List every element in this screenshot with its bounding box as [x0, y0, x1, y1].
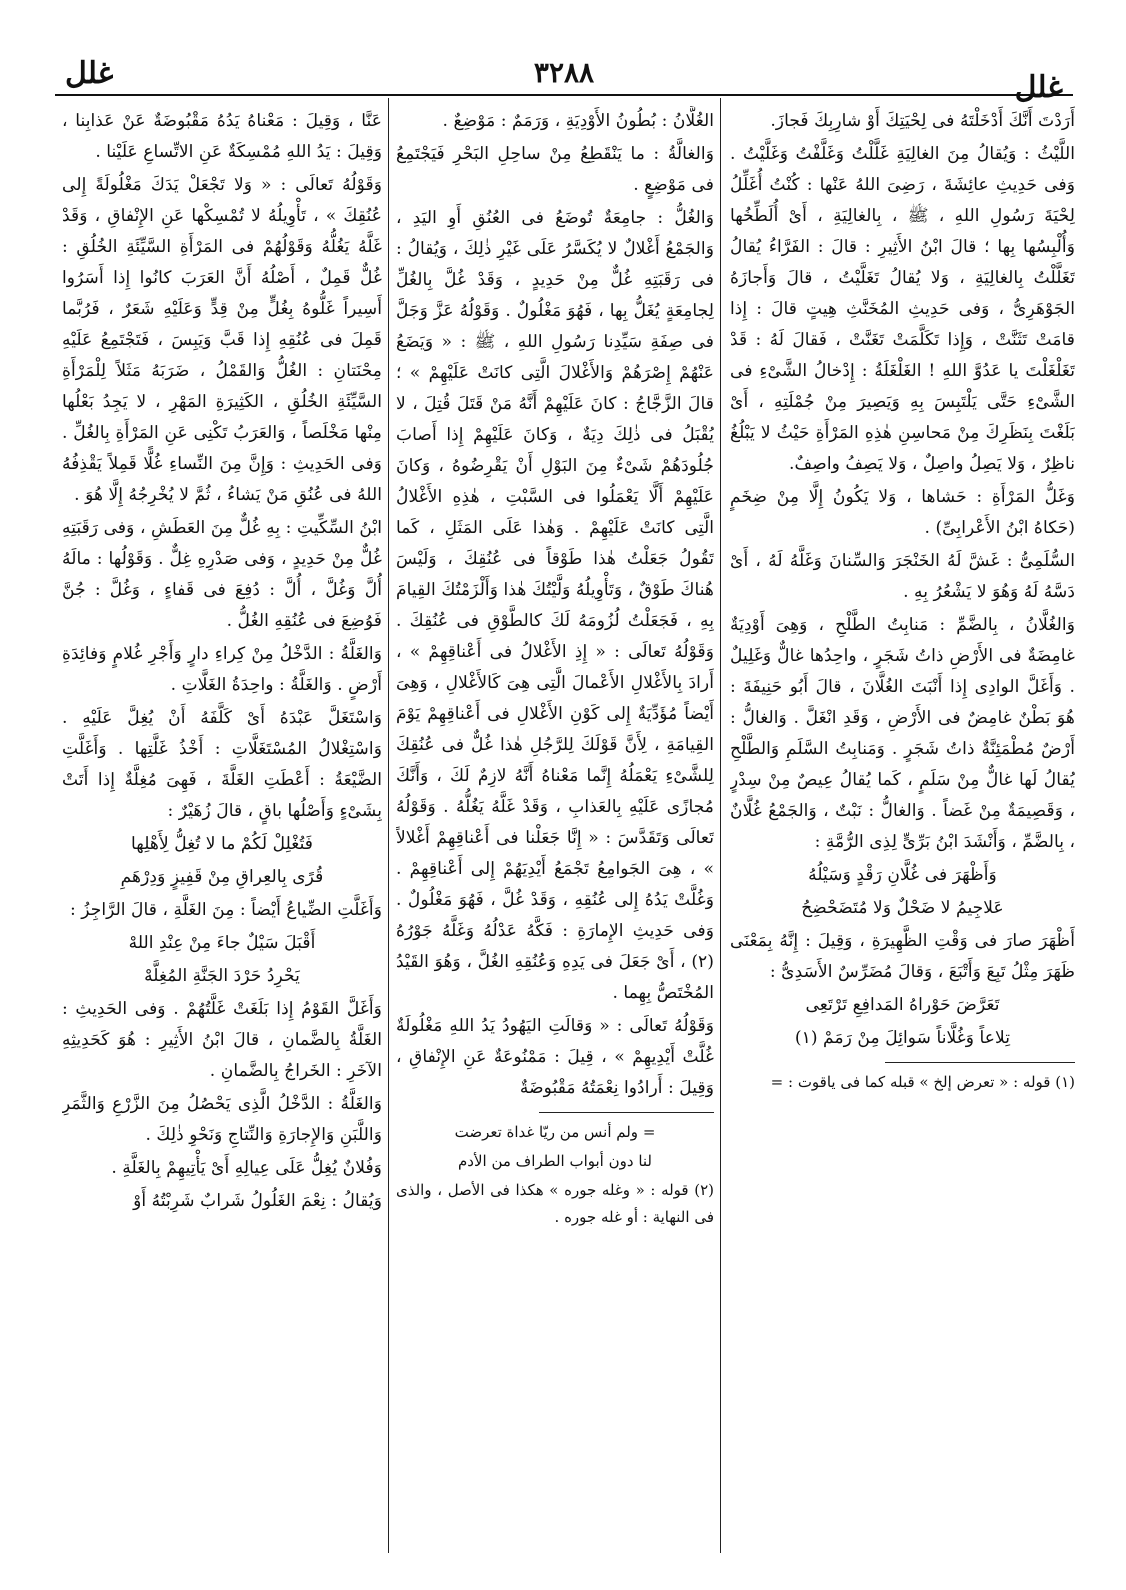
- paragraph: وَالغُلُّ : جامِعَةٌ تُوضَعُ فى العُنُقِ أَوِ اليَدِ ، وَالجَمْعُ أَغْلالٌ لا يُكَسَّرُ عَلَى غَيْرِ ذٰلِكَ ، وَيُقالُ : فى رَقَبَتِهِ غُلٌّ مِنْ حَدِيدٍ ، وَقَدْ غُلَّ بِالغُلِّ لِجامِعَةٍ يُغَلُّ بِها ، فَهُوَ مَغْلُولٌ . وَقَوْلُهُ عَزَّ وَجَلَّ فى صِفَةِ سَيِّدِنا رَسُولِ اللهِ ، ﷺ : « وَيَضَعُ عَنْهُمْ إِصْرَهُمْ وَالأَغْلالَ الَّتِى كانَتْ عَلَيْهِمْ » ؛ قالَ الزَّجَّاجُ : كانَ عَلَيْهِمْ أَنَّهُ مَنْ قَتَلَ قُتِلَ ، لا يُقْبَلُ فى ذٰلِكَ دِيَةٌ ، وَكانَ عَلَيْهِمْ إِذا أَصابَ جُلُودَهُمْ شَىْءٌ مِنَ البَوْلِ أَنْ يَقْرِضُوهُ ، وَكانَ عَلَيْهِمْ أَلَّا يَعْمَلُوا فى السَّبْتِ ، هٰذِهِ الأَغْلالُ الَّتِى كانَتْ عَلَيْهِمْ . وَهٰذا عَلَى المَثَلِ ، كَما تَقُولُ جَعَلْتُ هٰذا طَوْقاً فى عُنُقِكَ ، وَلَيْسَ هُناكَ طَوْقٌ ، وَتَأْوِيلُهُ وَلَّيْتُكَ هٰذا وَأَلْزَمْتُكَ القِيامَ بِهِ ، فَجَعَلْتُ لُزُومَهُ لَكَ كالطَّوْقِ فى عُنُقِكَ . وَقَوْلُهُ تَعالَى : « إِذِ الأَغْلالُ فى أَعْناقِهِمْ » ، أَرادَ بِالأَغْلالِ الأَعْمالَ الَّتِى هِىَ كَالأَغْلالِ ، وَهِىَ أَيْضاً مُؤَدِّيَةٌ إِلى كَوْنِ الأَغْلالِ فى أَعْناقِهِمْ يَوْمَ القِيامَةِ ، لِأَنَّ قَوْلَكَ لِلرَّجُلِ هٰذا غُلٌّ فى عُنُقِكَ لِلشَّىْءِ يَعْمَلُهُ إِنَّما مَعْناهُ أَنَّهُ لازِمٌ لَكَ ، وَأَنَّكَ مُجازًى عَلَيْهِ بِالعَذابِ ، وَقَدْ غَلَّهُ يَغُلُّهُ . وَقَوْلُهُ تَعالَى وَتَقَدَّسَ : « إِنَّا جَعَلْنا فى أَعْناقِهِمْ أَغْلالاً » ، هِىَ الجَوامِعُ تَجْمَعُ أَيْدِيَهُمْ إِلى أَعْناقِهِمْ . وَغُلَّتْ يَدُهُ إِلى عُنُقِهِ ، وَقَدْ غُلَّ ، فَهُوَ مَغْلُولٌ . وَفى حَدِيثِ الإِمارَةِ : فَكَّهُ عَدْلُهُ وَغَلَّهُ جَوْرُهُ (٢) ، أَىْ جَعَلَ فى يَدِهِ وَعُنُقِهِ الغُلَّ ، وَهُوَ القَيْدُ المُخْتَصُّ بِهِما .: [396, 208, 714, 1003]
- paragraph: ابْنُ السِّكِّيتِ : بِهِ غُلٌّ مِنَ العَطَشِ ، وَفى رَقَبَتِهِ غُلٌّ مِنْ حَدِيدٍ ، وَفى صَدْرِهِ غِلٌّ . وَقَوْلُها : مالَهُ أُلَّ وَغُلَّ ، أُلَّ : دُفِعَ فى قَفاءٍ ، وَغُلَّ : جُنَّ فَوُضِعَ فى عُنُقِهِ الغُلُّ .: [62, 518, 382, 631]
- column-divider-left: [388, 98, 389, 1553]
- verse-line: تَعَرَّضَ حَوْراهُ المَدافِعِ تَرْتَعِى: [805, 995, 1000, 1015]
- paragraph: الغُلَّانُ : بُطُونُ الأَوْدِيَةِ ، وَرَمَمٌ : مَوْضِعٌ .: [442, 111, 714, 131]
- footnote-verse-line: = ولم أنس من ريّا غداة تعرضت: [454, 1123, 656, 1141]
- paragraph: وَأَغَلَّ القَوْمُ إِذا بَلَغَتْ غَلَّتُهُمْ . وَفى الحَدِيثِ : الغَلَّةُ بِالضَّمانِ ، قالَ ابْنُ الأَثِيرِ : هُوَ كَحَدِيثِهِ الآخَرِ : الخَراجُ بِالضَّمانِ .: [62, 999, 382, 1081]
- column-divider-right: [720, 98, 721, 1553]
- paragraph: وَالغَلَّةُ : الدَّخْلُ الَّذِى يَحْصُلُ مِنَ الزَّرْعِ وَالثَّمَرِ وَاللَّبَنِ وَالإِجارَةِ وَالنِّتاجِ وَنَحْوِ ذٰلِكَ .: [62, 1094, 382, 1145]
- verse-line: يَحْرِدُ حَرْدَ الجَنَّةِ المُغِلَّهْ: [144, 966, 300, 986]
- footnote-separator: [539, 1112, 714, 1113]
- column-left: [62, 106, 382, 1546]
- footnote: (١) قوله : « تعرض إلخ » قبله كما فى ياقوت : =: [770, 1073, 1075, 1091]
- paragraph: وَيُقالُ : نِعْمَ الغَلُولُ شَرابٌ شَرِبْتُهُ أَوْ: [133, 1191, 382, 1211]
- verse-line: فَتُغْلِلْ لَكُمْ ما لا تُغِلُّ لِأَهْلِها: [131, 834, 313, 854]
- header-entry-word-right: غلل: [1014, 70, 1063, 105]
- paragraph: وَاسْتَغَلَّ عَبْدَهُ أَىْ كَلَّفَهُ أَنْ يُغِلَّ عَلَيْهِ . وَاسْتِغْلالُ المُسْتَغَلَّاتِ : أَخْذُ غَلَّتِها . وَأَغَلَّتِ الضَّيْعَةُ : أَعْطَتِ الغَلَّةَ ، فَهِىَ مُغِلَّةٌ إِذا أَتَتْ بِشَىْءٍ وَأَصْلُها باقٍ ، قالَ زُهَيْرٌ :: [62, 708, 382, 821]
- footnote-verse-line: لنا دون أبواب الطراف من الأدم: [457, 1152, 652, 1170]
- paragraph: وَالغُلَّانُ ، بِالضَّمِّ : مَنابِتُ الطَّلْحِ ، وَهِىَ أَوْدِيَةٌ غامِضَةٌ فى الأَرْضِ ذاتُ شَجَرٍ ، واحِدُها غالٌّ وَغَلِيلٌ . وَأَغَلَّ الوادِى إِذا أَنْبَتَ الغُلَّانَ ، قالَ أَبُو حَنِيفَةَ : هُوَ بَطْنٌ غامِضٌ فى الأَرْضِ ، وَقَدِ انْغَلَّ . وَالغالُّ : أَرْضٌ مُطْمَئِنَّةٌ ذاتُ شَجَرٍ . وَمَنابِتُ السَّلَمِ وَالطَّلْحِ يُقالُ لَها غالٌّ مِنْ سَلَمٍ ، كَما يُقالُ عِيصٌ مِنْ سِدْرٍ ، وَقَصِيمَةٌ مِنْ غَضاً . وَالغالُّ : نَبْتٌ ، وَالجَمْعُ غُلَّانٌ ، بِالضَّمِّ ، وَأَنْشَدَ ابْنُ بَرِّىٍّ لِذِى الرُّمَّةِ :: [730, 615, 1075, 852]
- paragraph: وَغَلُّ المَرْأَةِ : حَشاها ، وَلا يَكُونُ إِلَّا مِنْ ضِخَمٍ (حَكاهُ ابْنُ الأَعْرابِىِّ) .: [730, 487, 1075, 538]
- verse-line: وَأَظْهَرَ فى غُلَّانِ رَقْدٍ وَسَيْلُهُ: [808, 865, 997, 885]
- paragraph: وَأَغَلَّتِ الضِّياعُ أَيْضاً : مِنَ الغَلَّةِ ، قالَ الرَّاجِزُ :: [69, 900, 382, 920]
- verse-line: أَقْبَلَ سَيْلٌ جاءَ مِنْ عِنْدِ اللهْ: [128, 933, 316, 953]
- paragraph: السُّلَمِىُّ : غَشَّ لَهُ الخَنْجَرَ وَالسِّنانَ وَغَلَّهُ لَهُ ، أَىْ دَسَّهُ لَهُ وَهُوَ لا يَشْعُرُ بِهِ .: [730, 551, 1075, 602]
- paragraph: وَالغَلَّةُ : الدَّخْلُ مِنْ كِراءِ دارٍ وَأَجْرِ غُلامٍ وَفائِدَةِ أَرْضٍ . وَالغَلَّةُ : واحِدَةُ الغَلَّاتِ .: [62, 644, 382, 695]
- page-header: [55, 50, 1073, 106]
- paragraph: عَنَّا ، وَقِيلَ : مَعْناهُ يَدُهُ مَقْبُوضَةٌ عَنْ عَذابِنا ، وَقِيلَ : يَدُ اللهِ مُمْسِكَةٌ عَنِ الاتِّساعِ عَلَيْنا .: [62, 111, 382, 162]
- paragraph: وَقَوْلُهُ تَعالَى : « وَلا تَجْعَلْ يَدَكَ مَغْلُولَةً إِلى عُنُقِكَ » ، تَأْوِيلُهُ لا تُمْسِكْها عَنِ الإِنْفاقِ ، وَقَدْ غَلَّهُ يَغُلُّهُ وَقَوْلُهُمْ فى المَرْأَةِ السَّيِّئَةِ الخُلُقِ : غُلٌّ قَمِلٌ ، أَصْلُهُ أَنَّ العَرَبَ كانُوا إِذا أَسَرُوا أَسِيراً غَلُّوهُ بِغُلٍّ مِنْ قِدٍّ وَعَلَيْهِ شَعَرٌ ، فَرُبَّما قَمِلَ فى عُنُقِهِ إِذا قَبَّ وَيَبِسَ ، فَتَجْتَمِعُ عَلَيْهِ مِحْنَتانِ : الغُلُّ وَالقَمْلُ ، ضَرَبَهُ مَثَلاً لِلْمَرْأَةِ السَّيِّئَةِ الخُلُقِ ، الكَثِيرَةِ المَهْرِ ، لا يَجِدُ بَعْلُها مِنْها مَخْلَصاً ، وَالعَرَبُ تَكْنِى عَنِ المَرْأَةِ بِالغُلِّ . وَفى الحَدِيثِ : وَإِنَّ مِنَ النِّساءِ غُلًّا قَمِلاً يَقْذِفُهُ اللهُ فى عُنُقِ مَنْ يَشاءُ ، ثُمَّ لا يُخْرِجُهُ إِلَّا هُوَ .: [62, 175, 382, 505]
- paragraph: أَظْهَرَ صارَ فى وَقْتِ الظَّهِيرَةِ ، وَقِيلَ : إِنَّهُ بِمَعْنَى ظَهَرَ مِثْلُ تَبِعَ وَأَتْبَعَ ، وَقالَ مُضَرِّسٌ الأَسَدِىُّ :: [730, 931, 1075, 982]
- paragraph: أَرَدْتَ أَنَّكَ أَدْخَلْتَهُ فى لِحْيَتِكَ أَوْ شارِبِكَ فَجازَ.: [770, 111, 1075, 131]
- paragraph: اللَّيْثُ : وَيُقالُ مِنَ الغالِيَةِ غَلَّلْتُ وَغَلَّفْتُ وَغَلَّيْتُ . وَفى حَدِيثِ عائِشَةَ ، رَضِىَ اللهُ عَنْها : كُنْتُ أُغَلِّلُ لِحْيَةَ رَسُولِ اللهِ ، ﷺ ، بِالغالِيَةِ ، أَىْ أُلَطِّخُها وَأُلْبِسُها بِها ؛ قالَ ابْنُ الأَثِيرِ : قالَ : الفَرَّاءُ يُقالُ تَغَلَّلْتُ بِالغالِيَةِ ، وَلا يُقالُ تَغَلَّيْتُ ، قالَ وَأَجازَهُ الجَوْهَرِىُّ ، وَفى حَدِيثِ المُخَنَّثِ هِيتٍ قالَ : إِذا قامَتْ تَثَنَّتْ ، وَإِذا تَكَلَّمَتْ تَغَنَّتْ ، فَقالَ لَهُ : قَدْ تَغَلْغَلْتَ يا عَدُوَّ اللهِ ! الغَلْغَلَةُ : إِدْخالُ الشَّىْءِ فى الشَّىْءِ حَتَّى يَلْتَبِسَ بِهِ وَيَصِيرَ مِنْ جُمْلَتِهِ ، أَىْ بَلَغْتَ بِنَظَرِكَ مِنْ مَحاسِنِ هٰذِهِ المَرْأَةِ حَيْثُ لا يَبْلُغُ ناظِرٌ ، وَلا يَصِلُ واصِلٌ ، وَلا يَصِفُ واصِفٌ.: [730, 144, 1075, 474]
- footnote-separator: [885, 1062, 1075, 1063]
- column-middle: [396, 106, 714, 1546]
- footnote: (٢) قوله : « وغله جوره » هكذا فى الأصل ، والذى فى النهاية : أو غله جوره .: [396, 1181, 714, 1226]
- header-entry-word-left: غلل: [65, 56, 114, 91]
- verse-line: تِلاعاً وَغُلَّاناً سَوائِلَ مِنْ رَمَمْ (١): [794, 1028, 1011, 1048]
- verse-line: قُرًى بِالعِراقِ مِنْ قَفِيزٍ وَدِرْهَمِ: [120, 867, 324, 887]
- paragraph: وَفُلانٌ يُغِلُّ عَلَى عِيالِهِ أَىْ يَأْتِيهِمْ بِالغَلَّةِ .: [111, 1158, 382, 1178]
- header-rule: [55, 94, 1073, 96]
- column-right: [730, 106, 1075, 1546]
- paragraph: وَالغالَّةُ : ما يَنْقَطِعُ مِنْ ساحِلِ البَحْرِ فَيَجْتَمِعُ فى مَوْضِعٍ .: [396, 144, 714, 195]
- verse-line: عَلاجِيمُ لا ضَحْلٌ وَلا مُتَضَحْضِحُ: [801, 898, 1004, 918]
- page-number: ٣٢٨٨: [533, 56, 595, 89]
- paragraph: وَقَوْلُهُ تَعالَى : « وَقالَتِ اليَهُودُ يَدُ اللهِ مَغْلُولَةٌ غُلَّتْ أَيْدِيهِمْ » ، قِيلَ : مَمْنُوعَةٌ عَنِ الإِنْفاقِ ، وَقِيلَ : أَرادُوا نِعْمَتُهُ مَقْبُوضَةٌ: [396, 1016, 714, 1098]
